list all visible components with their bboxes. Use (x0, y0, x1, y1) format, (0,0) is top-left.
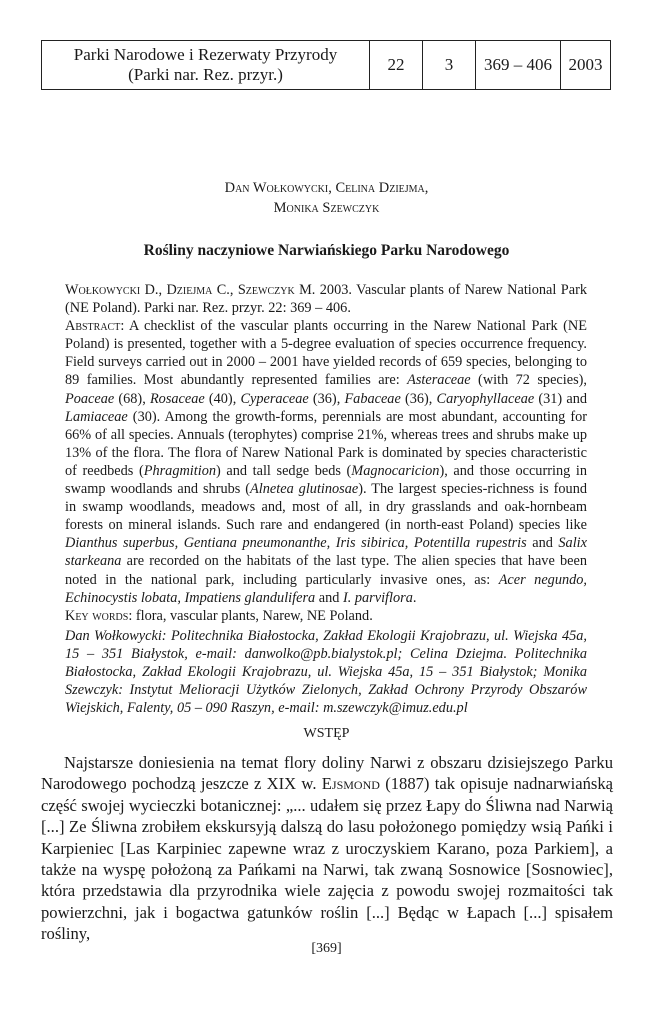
taxon-name: Salix starkeana (65, 535, 587, 570)
taxon-name: Phragmition (143, 462, 216, 479)
author-addresses: Dan Wołkowycki: Politechnika Białostocka, Zakład Ekologii Krajobrazu, ul. Wiejska 45a, 15 – 351 Białystok, e-mail: danwolko@pb.bialystok.pl; Celina Dziejma. Politechnika Białostocka, Zakład Ekologii Krajobrazu, ul. Wiejska 45a, 15 – 351 Białystok; Monika Szewczyk: Instytut Melioracji Użytków Zielonych, Zakład Ochrony Przyrody Obszarów Wiejskich, Falenty, 05 – 090 Raszyn, e-mail: m.szewczyk@imuz.edu.pl (65, 627, 587, 717)
taxon-name: Cyperaceae (240, 390, 309, 407)
author-list (0, 178, 653, 218)
abstract-text: . (412, 589, 417, 606)
taxon-name: I. parviflora (342, 589, 413, 606)
journal-abbrev: (Parki nar. Rez. przyr.) (128, 65, 283, 84)
abstract-text: (with 72 species), (470, 372, 587, 389)
abstract-text: (40), (204, 390, 241, 407)
taxon-name: Fabaceae (344, 390, 401, 407)
year-cell: 2003 (561, 41, 611, 90)
taxon-name: Caryophyllaceae (436, 390, 535, 407)
taxon-name: Magnocaricion (351, 462, 440, 479)
taxon-name: Dianthus superbus, Gentiana pneumonanthe, Iris sibirica, Potentilla rupestris (65, 535, 527, 552)
journal-name: Parki Narodowe i Rezerwaty Przyrody (73, 45, 338, 64)
abstract-text: (31) and (534, 390, 587, 407)
intro-paragraph (41, 752, 613, 945)
abstract-text: (36), (308, 390, 345, 407)
abstract-block (65, 281, 587, 717)
issue-cell: 3 (423, 41, 476, 90)
abstract-text: and (315, 589, 343, 606)
authors-line-2: Monika Szewczyk (273, 200, 380, 216)
taxon-name: Lamiaceae (65, 408, 128, 425)
abstract-text: ) and tall sedge beds ( (216, 462, 352, 479)
citation (65, 281, 587, 317)
pages-cell: 369 – 406 (476, 41, 561, 90)
journal-header-table (41, 40, 611, 90)
citation-author: Ejsmond (321, 774, 380, 794)
keywords-text: : flora, vascular plants, Narew, NE Poland. (128, 607, 373, 624)
abstract-text: and (526, 535, 559, 552)
keywords-label: Key words (65, 607, 129, 624)
citation-text: M. 2003. Vascular plants of Narew National Park (NE Poland). Parki nar. Rez. przyr. 22: 369 – 406. (65, 282, 587, 317)
abstract-text: (30). Among the growth-forms, perennials are most abundant, accounting for 66% of all species. Annuals (terophytes) comprise 21%, whereas trees and shrubs make up 13% of the flora. The flora of Narew National Park is dominated by species characteristic of reedbeds ( (65, 408, 587, 479)
taxon-name: Poaceae (65, 390, 115, 407)
abstract-text: ). The largest species-richness is found in swamp woodlands, meadows and, most of all, in dry grasslands and oak-hornbeam forests on mineral islands. Such rare and endangered (in north-east Poland) species like (65, 481, 587, 534)
abstract-text: are recorded on the habitats of the last type. The alien species that have been noted in the national park, including particularly invasive ones, as: (65, 553, 587, 588)
taxon-name: Rosaceae (149, 390, 205, 407)
body-text-run: (1887) tak opisuje nadnarwiańską część swojej wycieczki botanicznej: „... udałem się przez Łapy do Śliwna nad Narwią [...] Ze Śliwna zrobiłem ekskursyją dalszą do lasu położonego pomiędzy wsią Pańki i Karpieniec [Las Karpiniec zapewne wraz z uroczyskiem Karano, poza Parkiem], a także na wyspę położoną za Pańkami na Narwi, tak zwaną Sosnowice [Sosnowiec], która przedstawia dla przyrodnika wiele zajęcia z powodu swojej rozmaitości tak powierzchni, jak i bogactwa gatunków roślin [...] Będąc w Łapach [...] spisałem rośliny, (41, 774, 614, 944)
abstract (65, 317, 587, 607)
abstract-text: (36), (400, 390, 437, 407)
section-heading: WSTĘP (303, 726, 350, 741)
abstract-text: ), and those occurring in swamp woodlands and shrubs ( (65, 462, 587, 498)
journal-name-cell (42, 41, 370, 90)
authors-line-1: Dan Wołkowycki, Celina Dziejma, (224, 180, 429, 196)
taxon-name: Alnetea glutinosae (250, 481, 359, 498)
abstract-label: Abstract (65, 318, 121, 335)
abstract-text: : A checklist of the vascular plants occurring in the Narew National Park (NE Poland) is presented, together with a 5-degree evaluation of species occurrence frequency. Field surveys carried out in 2000 – 2001 have yielded records of 659 species, belonging to 89 families. Most abundantly represented families are: (65, 318, 587, 389)
article-title: Rośliny naczyniowe Narwiańskiego Parku Narodowego (143, 242, 510, 259)
volume-cell: 22 (370, 41, 423, 90)
keywords (65, 607, 587, 625)
body-text (41, 752, 613, 945)
body-text-run: Najstarsze doniesienia na temat flory doliny Narwi z obszaru dzisiejszego Parku Narodowego pochodzą jeszcze z XIX w. (41, 753, 613, 794)
abstract-text: (68), (114, 390, 150, 407)
citation-authors: Wołkowycki D., Dziejma C., Szewczyk (65, 282, 295, 298)
taxon-name: Asteraceae (407, 372, 471, 389)
taxon-name: Acer negundo, Echinocystis lobata, Impatiens glandulifera (65, 571, 587, 606)
page-number: [369] (311, 941, 342, 956)
